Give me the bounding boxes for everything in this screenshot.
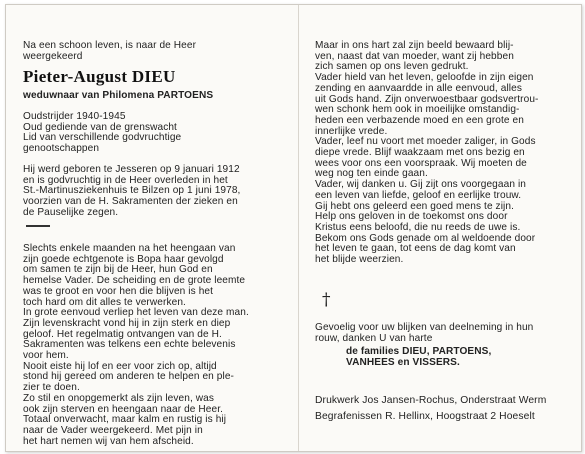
- eulogy-line: Slechts enkele maanden na het heengaan van: [23, 243, 236, 254]
- eulogy-line: zijn goede echtgenote is Bopa haar gevolgd: [23, 253, 224, 265]
- printer-line: Drukwerk Jos Jansen-Rochus, Onderstraat Werm: [315, 395, 547, 406]
- eulogy-line: heden een verbazende moed en een grote en: [315, 114, 524, 126]
- eulogy-line: Vader, wij danken u. Gij zijt ons voorgegaan in: [315, 179, 526, 191]
- eulogy-line: Help ons geloven in de toekomst ons door: [315, 211, 508, 223]
- bio-line: Hij werd geboren te Jesseren op 9 januari 1912: [23, 164, 240, 175]
- title-line: genootschappen: [23, 143, 100, 155]
- eulogy-line: toch hard om dit alles te verwerken.: [23, 296, 186, 308]
- eulogy-line: naar de Vader weergekeerd. Met pijn in: [23, 424, 203, 436]
- eulogy-line: stond hij gereed om anderen te helpen en ple-: [23, 371, 235, 383]
- eulogy-line: innerlijke vrede.: [315, 125, 388, 137]
- title-line: Oudstrijder 1940-1945: [23, 111, 126, 122]
- card-fold: [298, 5, 299, 451]
- bio-line: en is godvruchtig in de Heer overleden in het: [23, 174, 228, 186]
- spouse-line: [23, 91, 213, 102]
- titles-block: [23, 112, 181, 155]
- eulogy-line: Zijn levenskracht vond hij in zijn sterk en diep: [23, 317, 231, 329]
- printer-block: [315, 393, 546, 425]
- title-line: Lid van verschillende godvruchtige: [23, 132, 182, 144]
- eulogy-line: ven, naast dat van moeder, want zij hebben: [315, 50, 514, 62]
- bio-line: St.-Martinusziekenhuis te Bilzen op 1 juni 1978,: [23, 185, 241, 197]
- families-block: [346, 347, 491, 368]
- eulogy-right-block: [315, 41, 539, 266]
- title-line: Oud gediende van de grenswacht: [23, 121, 177, 133]
- eulogy-line: Gij hebt ons geleerd een goed mens te zijn.: [315, 200, 515, 212]
- eulogy-line: Bekom ons Gods genade om al weldoende door: [315, 232, 536, 244]
- intro-line-2: weergekeerd: [23, 51, 83, 62]
- separator-dash: [26, 225, 50, 227]
- eulogy-line: Sakramenten was telkens een echte belevenis: [23, 339, 236, 351]
- deceased-name: Pieter-August DIEU: [23, 67, 176, 86]
- families-line: de families DIEU, PARTOENS,: [346, 346, 492, 357]
- intro-block: [23, 5, 281, 62]
- memorial-card: [5, 4, 582, 452]
- eulogy-line: Vader, leef nu voort met moeder zaliger, in Gods: [315, 136, 536, 148]
- eulogy-line: een leven van liefde, geloof en eerlijke trouw.: [315, 189, 522, 201]
- families-line: VANHEES en VISSERS.: [346, 356, 460, 368]
- eulogy-line: het hart nemen wij van hem afscheid.: [23, 435, 194, 447]
- eulogy-line: hemelse Vader. De scheiding en de grote leemte: [23, 275, 246, 287]
- eulogy-line: Totaal onverwacht, maar kalm en rustig is hij: [23, 414, 227, 426]
- thanks-line: Gevoelig voor uw blijken van deelneming in hun: [315, 322, 534, 333]
- funeral-home-line: Begrafenissen R. Hellinx, Hoogstraat 2 Hoeselt: [315, 411, 535, 422]
- bio-line: de Pauselijke zegen.: [23, 206, 119, 218]
- eulogy-line: voor hem.: [23, 350, 69, 362]
- eulogy-line: zich samen op ons leven gedrukt.: [315, 61, 469, 73]
- thanks-line: rouw, danken U van harte: [315, 332, 433, 344]
- intro-line-1: Na een schoon leven, is naar de Heer: [23, 40, 197, 51]
- eulogy-line: weg nog ten einde gaan.: [315, 168, 428, 180]
- eulogy-line: Maar in ons hart zal zijn beeld bewaard blij-: [315, 40, 514, 51]
- eulogy-line: Kristus eens beloofd, die nu reeds de uwe is.: [315, 221, 521, 233]
- cross-icon: †: [322, 290, 331, 310]
- eulogy-line: om samen te zijn bij de Heer, hun God en: [23, 264, 213, 276]
- eulogy-left-block: [23, 244, 249, 447]
- eulogy-line: wen schonk hem ook in moeilijke omstandig-: [315, 104, 520, 116]
- right-page: [315, 5, 571, 451]
- eulogy-line: zier te doen.: [23, 382, 80, 394]
- eulogy-line: uit Gods hand. Zijn onverwoestbaar godsvertrou-: [315, 93, 539, 105]
- eulogy-line: het blijde weerzien.: [315, 254, 404, 266]
- eulogy-line: wees voor ons een voorspraak. Wij moeten de: [315, 157, 527, 169]
- eulogy-line: In grote eenvoud verliep het leven van deze man.: [23, 307, 249, 319]
- left-page: [23, 5, 281, 451]
- spouse-prefix: weduwnaar van Philomena: [23, 90, 158, 101]
- bio-line: voorzien van de H. Sakramenten der zieken en: [23, 196, 238, 208]
- eulogy-line: het leven te gaan, tot eens de dag komt van: [315, 243, 516, 255]
- biography-block: [23, 165, 240, 219]
- eulogy-line: zending en aanvaardde in alle eenvoud, alles: [315, 82, 522, 94]
- eulogy-line: ook zijn sterven en heengaan naar de Heer.: [23, 403, 224, 415]
- eulogy-line: was te groot en voor hen die blijven is het: [23, 285, 214, 297]
- eulogy-line: diepe vrede. Blijf waakzaam met ons bezig en: [315, 147, 525, 159]
- thanks-block: [315, 323, 533, 344]
- eulogy-line: Vader hield van het leven, geloofde in zijn eigen: [315, 72, 534, 84]
- eulogy-line: Zo stil en onopgemerkt als zijn leven, was: [23, 392, 215, 404]
- eulogy-line: geloof. Het regelmatig ontvangen van de H.: [23, 328, 222, 340]
- eulogy-line: Nooit eiste hij lof en eer voor zich op, altijd: [23, 360, 217, 372]
- spouse-name: PARTOENS: [157, 90, 214, 101]
